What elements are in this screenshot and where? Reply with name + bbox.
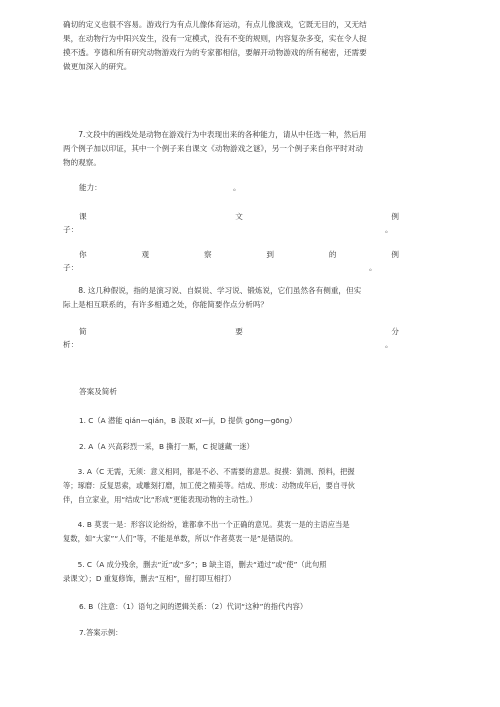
answer-line: 3. A（C 无需，无须：意义相同，都是不必、不需要的意思。捉摸：猜测、预料，把握 xyxy=(77,467,355,476)
answer-line: 4. B 莫衷一是：形容议论纷纷，谁都拿不出一个正确的意见。莫衷一是的主语应当是 xyxy=(77,520,350,529)
question-7-line: 7.文段中的画线处是动物在游戏行为中表现出来的各种能力，请从中任选一种，然后用 xyxy=(78,130,367,139)
course-example-row xyxy=(79,210,399,224)
observation-char: 例 xyxy=(391,250,399,259)
answer-line: 1. C（A 潜能 qián—qián，B 汲取 xī—jí，D 提供 gōng—gōng） xyxy=(79,416,297,425)
answer-line: 等；琢磨：反复思索，或雕刻打磨，加工使之精美等。结成、形成：动物成年后，要自寻伙 xyxy=(63,481,355,490)
answer-4 xyxy=(63,518,438,546)
analysis-char: 简 xyxy=(79,327,87,336)
observation-example-cont: 子： xyxy=(63,263,79,272)
observation-char: 到 xyxy=(266,250,274,259)
intro-paragraph xyxy=(63,18,438,74)
analysis-char: 分 xyxy=(391,327,399,336)
intro-line: 果，在动物行为中阳兴发生，没有一定模式，没有不变的规则，内容复杂多变，实在令人捉 xyxy=(63,34,367,43)
analysis-cont: 析： xyxy=(63,340,79,349)
observation-char: 你 xyxy=(79,250,87,259)
analysis-char: 要 xyxy=(235,327,243,336)
question-8 xyxy=(63,284,438,312)
answer-line: 伴，自立家业，用“结成”比“形成”更能表现动物的主动性。） xyxy=(63,495,257,504)
answer-line: 复数，如“大家”“人们”等，不能是单数，所以“作者莫衷一是”是错误的。 xyxy=(63,534,298,543)
answer-line: 5. C（A 成分残余，删去“近”或“多”；B 缺主语，删去“通过”或“使”（此句照 xyxy=(77,560,327,569)
answer-1 xyxy=(79,414,439,428)
question-8-line: 8. 这几种假说，指的是演习说、自娱说、学习说、锻炼说，它们虽然各有侧重，但实 xyxy=(78,286,362,295)
answer-7 xyxy=(79,626,439,640)
course-char: 例 xyxy=(391,212,399,221)
answer-5 xyxy=(63,558,438,586)
course-char: 课 xyxy=(79,212,87,221)
answer-line: 录课文）；D 重复修饰，删去“互相”，留打即互相打） xyxy=(63,574,236,583)
course-example-cont: 子： xyxy=(63,225,79,234)
course-char: 文 xyxy=(235,212,243,221)
answer-line: 2. A（A 兴高彩烈一采，B 撕打一厮，C 捉谜藏一迷） xyxy=(79,442,254,451)
question-8-line: 际上是相互联系的，有许多相通之处，你能简要作点分析吗？ xyxy=(63,300,269,309)
question-7 xyxy=(63,128,438,170)
observation-char: 的 xyxy=(328,250,337,259)
answer-line: 7.答案示例： xyxy=(79,628,123,637)
question-7-line: 两个例子加以印证，其中一个例子来自课文《动物游戏之谜》，另一个例子来自你平时对动 xyxy=(63,144,363,153)
question-7-line: 物的观察。 xyxy=(63,158,101,167)
observation-example-end: 。 xyxy=(369,263,377,272)
intro-line: 摸不透。亨德和所有研究动物游戏行为的专家都相信，要解开动物游戏的所有秘密，还需要 xyxy=(63,48,367,57)
intro-line: 确切的定义也很不容易。游戏行为有点儿像体育运动，有点儿像演戏，它既无目的，又无结 xyxy=(63,20,367,29)
answers-heading: 答案及简析 xyxy=(79,387,117,396)
answer-line: 6. B（注意：（1）语句之间的逻辑关系：（2）代词“这种”的指代内容） xyxy=(79,602,308,611)
analysis-end: 。 xyxy=(385,340,393,349)
intro-line: 做更加深入的研究。 xyxy=(63,62,132,71)
ability-label: 能力： xyxy=(79,183,102,192)
answer-2 xyxy=(79,440,439,454)
observation-example-row xyxy=(79,248,399,262)
ability-end: 。 xyxy=(233,183,241,192)
analysis-row xyxy=(79,325,399,339)
answer-3 xyxy=(63,465,438,507)
observation-char: 察 xyxy=(203,250,212,259)
course-example-end: 。 xyxy=(385,225,393,234)
answer-6 xyxy=(79,600,439,614)
observation-char: 观 xyxy=(141,250,150,259)
